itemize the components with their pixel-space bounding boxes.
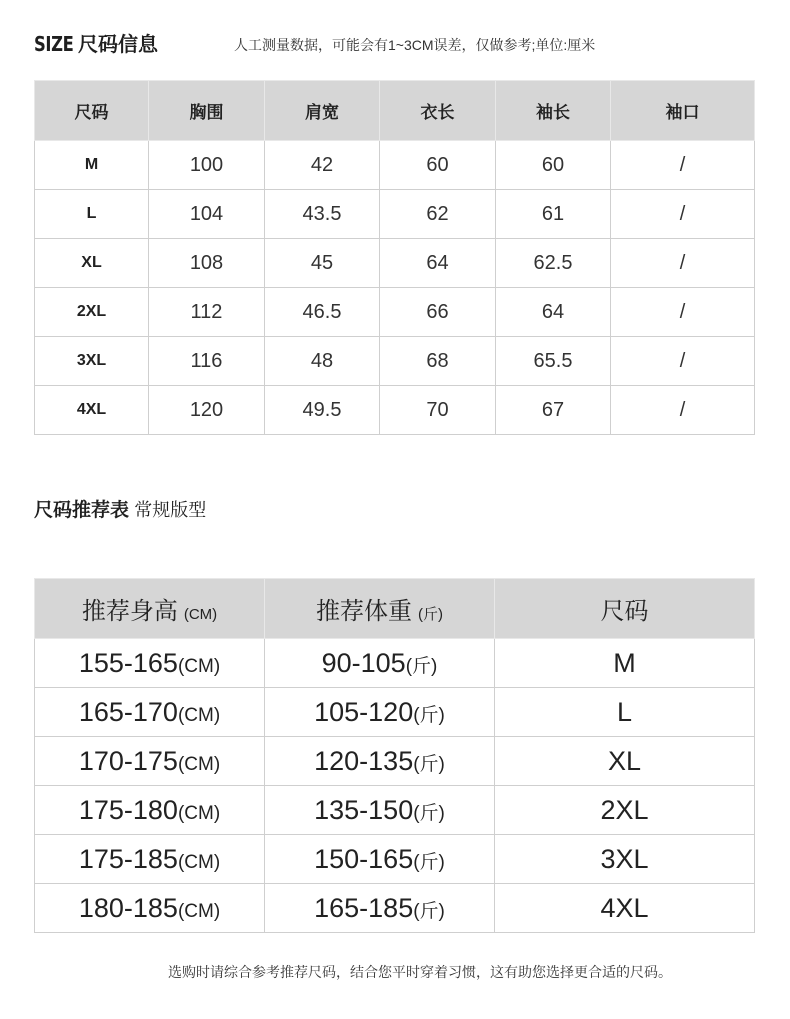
table-cell: / bbox=[611, 288, 755, 337]
table-row bbox=[35, 737, 755, 786]
table-cell: 43.5 bbox=[265, 190, 380, 239]
table-cell: 108 bbox=[149, 239, 265, 288]
table-row bbox=[35, 884, 755, 933]
recommend-table bbox=[34, 578, 755, 933]
size-cell: XL bbox=[495, 737, 755, 786]
table-cell: 62 bbox=[380, 190, 496, 239]
table-row bbox=[35, 786, 755, 835]
table-row bbox=[35, 239, 755, 288]
table-cell: 100 bbox=[149, 141, 265, 190]
table-row bbox=[35, 337, 755, 386]
size-cell: 3XL bbox=[35, 337, 149, 386]
title-cn: 尺码信息 bbox=[78, 34, 158, 56]
size-cell: 2XL bbox=[495, 786, 755, 835]
size-cell: XL bbox=[35, 239, 149, 288]
table-cell: 112 bbox=[149, 288, 265, 337]
height-cell: 165-170(CM) bbox=[35, 688, 265, 737]
height-cell: 175-185(CM) bbox=[35, 835, 265, 884]
section-title bbox=[34, 28, 158, 57]
table-row bbox=[35, 190, 755, 239]
table-cell: / bbox=[611, 141, 755, 190]
table-cell: 61 bbox=[496, 190, 611, 239]
column-header: 袖口 bbox=[611, 81, 755, 141]
height-cell: 175-180(CM) bbox=[35, 786, 265, 835]
height-cell: 155-165(CM) bbox=[35, 639, 265, 688]
recommend-title-main: 尺码推荐表 bbox=[34, 500, 130, 521]
table-cell: 46.5 bbox=[265, 288, 380, 337]
column-header: 袖长 bbox=[496, 81, 611, 141]
table-row bbox=[35, 386, 755, 435]
height-cell: 170-175(CM) bbox=[35, 737, 265, 786]
table-cell: 67 bbox=[496, 386, 611, 435]
table-row bbox=[35, 835, 755, 884]
table-cell: / bbox=[611, 239, 755, 288]
size-table bbox=[34, 80, 755, 435]
size-cell: 4XL bbox=[495, 884, 755, 933]
table-row bbox=[35, 639, 755, 688]
size-cell: M bbox=[495, 639, 755, 688]
footer-note: 选购时请综合参考推荐尺码，结合您平时穿着习惯，这有助您选择更合适的尺码。 bbox=[168, 964, 672, 980]
table-row bbox=[35, 288, 755, 337]
table-cell: 66 bbox=[380, 288, 496, 337]
column-header: 尺码 bbox=[35, 81, 149, 141]
size-cell: L bbox=[35, 190, 149, 239]
recommend-table-header bbox=[35, 579, 755, 639]
weight-cell: 165-185(斤) bbox=[265, 884, 495, 933]
weight-cell: 105-120(斤) bbox=[265, 688, 495, 737]
table-cell: 64 bbox=[496, 288, 611, 337]
column-header-weight: 推荐体重 (斤) bbox=[265, 579, 495, 639]
table-cell: 65.5 bbox=[496, 337, 611, 386]
measurement-note: 人工测量数据，可能会有1~3CM误差，仅做参考;单位:厘米 bbox=[234, 37, 596, 53]
table-cell: 60 bbox=[380, 141, 496, 190]
table-cell: 64 bbox=[380, 239, 496, 288]
column-header: 胸围 bbox=[149, 81, 265, 141]
column-header-size: 尺码 bbox=[495, 579, 755, 639]
table-cell: 120 bbox=[149, 386, 265, 435]
column-header-height: 推荐身高 (CM) bbox=[35, 579, 265, 639]
table-cell: 104 bbox=[149, 190, 265, 239]
column-header: 衣长 bbox=[380, 81, 496, 141]
recommend-title bbox=[34, 495, 206, 522]
table-cell: 42 bbox=[265, 141, 380, 190]
height-cell: 180-185(CM) bbox=[35, 884, 265, 933]
table-row bbox=[35, 688, 755, 737]
table-cell: 116 bbox=[149, 337, 265, 386]
table-row bbox=[35, 141, 755, 190]
table-cell: 60 bbox=[496, 141, 611, 190]
size-cell: M bbox=[35, 141, 149, 190]
table-cell: 68 bbox=[380, 337, 496, 386]
table-cell: / bbox=[611, 337, 755, 386]
size-table-header bbox=[35, 81, 755, 141]
recommend-subtitle: 常规版型 bbox=[134, 500, 207, 520]
table-cell: 62.5 bbox=[496, 239, 611, 288]
table-cell: 45 bbox=[265, 239, 380, 288]
weight-cell: 150-165(斤) bbox=[265, 835, 495, 884]
table-cell: / bbox=[611, 190, 755, 239]
size-cell: 4XL bbox=[35, 386, 149, 435]
column-header: 肩宽 bbox=[265, 81, 380, 141]
table-cell: 49.5 bbox=[265, 386, 380, 435]
weight-cell: 120-135(斤) bbox=[265, 737, 495, 786]
weight-cell: 135-150(斤) bbox=[265, 786, 495, 835]
table-cell: / bbox=[611, 386, 755, 435]
size-cell: 2XL bbox=[35, 288, 149, 337]
title-en: SIZE bbox=[34, 32, 74, 56]
size-cell: 3XL bbox=[495, 835, 755, 884]
table-cell: 48 bbox=[265, 337, 380, 386]
table-cell: 70 bbox=[380, 386, 496, 435]
weight-cell: 90-105(斤) bbox=[265, 639, 495, 688]
size-cell: L bbox=[495, 688, 755, 737]
